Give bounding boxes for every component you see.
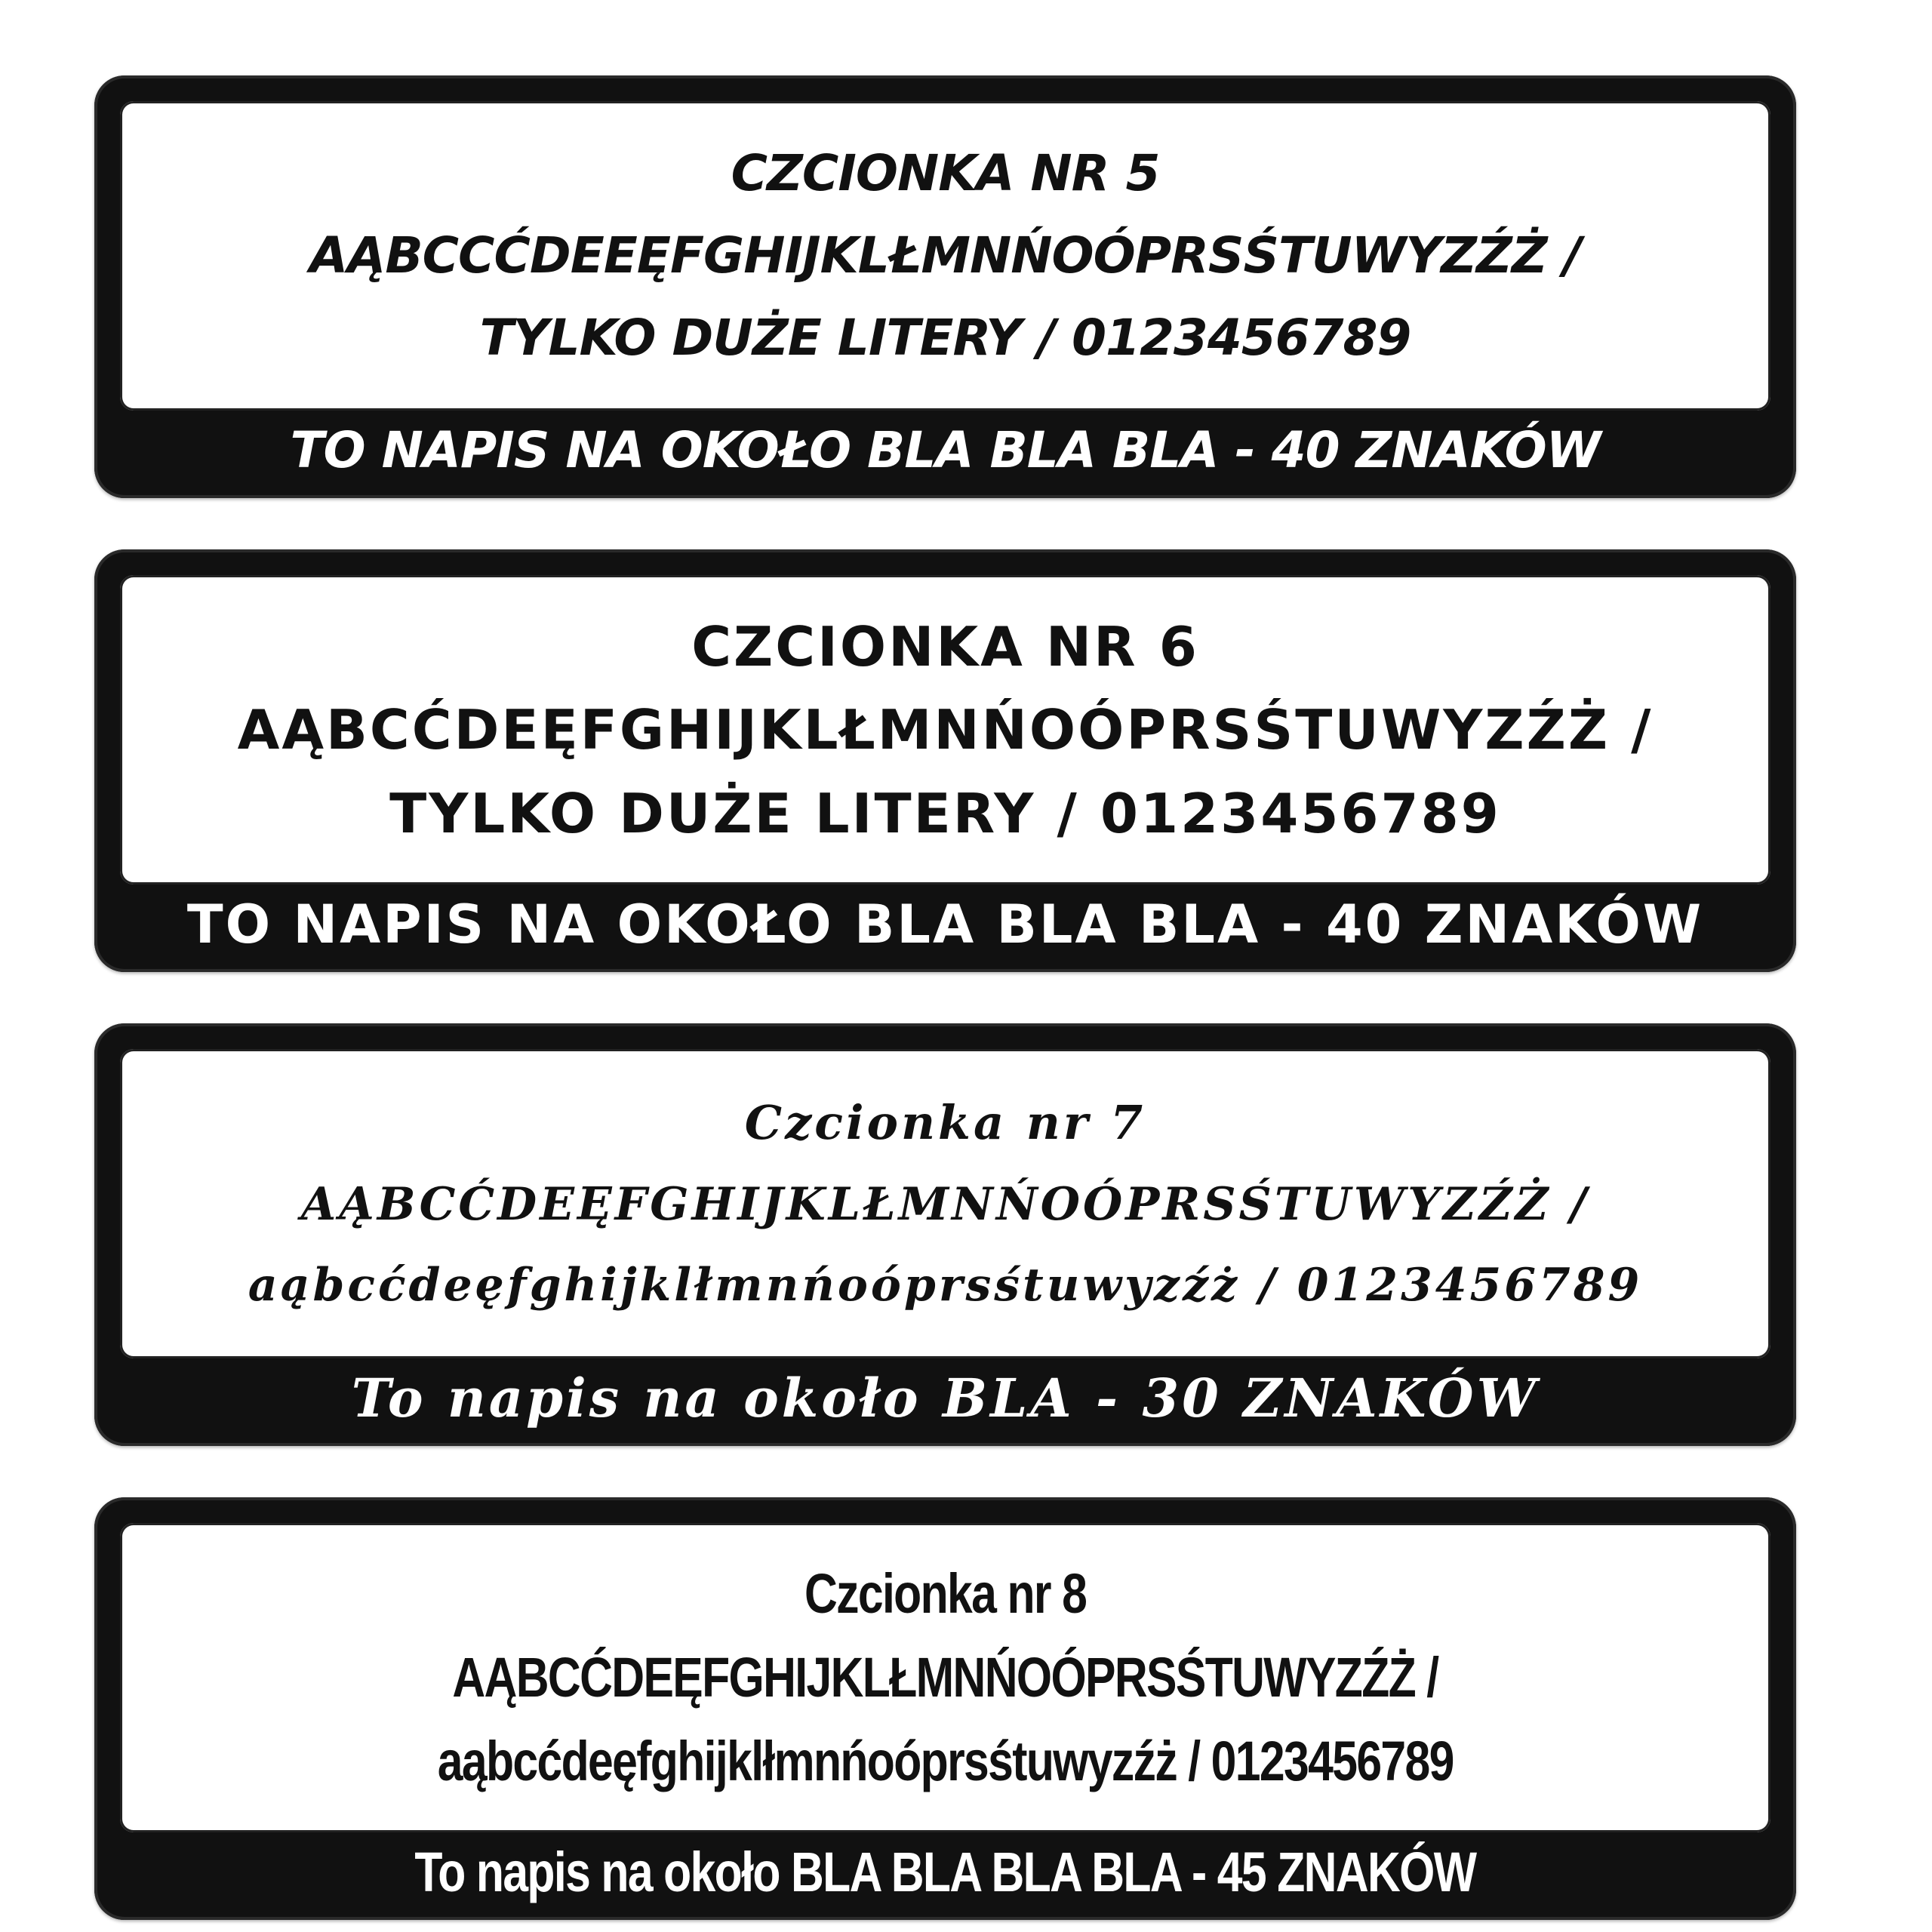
uppercase-alphabet: AĄBCĆDEĘFGHIJKLŁMNŃOÓPRSŚTUWYZŹŻ /: [237, 698, 1654, 761]
license-plate-frame-font-7: [94, 1023, 1796, 1446]
font-title: CZCIONKA NR 6: [691, 614, 1199, 678]
font-title: Czcionka nr 7: [744, 1095, 1146, 1150]
uppercase-alphabet: AĄBCĆDEĘFGHIJKLŁMNŃOÓPRSŚTUWYZŹŻ /: [300, 1178, 1590, 1231]
plate-white-area: [120, 575, 1770, 884]
bottom-caption: To napis na około BLA - 30 ZNAKÓW: [351, 1367, 1540, 1429]
license-plate-frame-font-6: [94, 549, 1796, 972]
bottom-caption: TO NAPIS NA OKOŁO BLA BLA BLA - 40 ZNAKÓW: [186, 894, 1704, 955]
license-plate-frame-font-5: [94, 75, 1796, 498]
bottom-caption: TO NAPIS NA OKOŁO BLA BLA BLA - 40 ZNAKÓW: [290, 421, 1601, 479]
uppercase-alphabet: AĄBCCĆDEEĘFGHIJKLŁMNŃOÓPRSŚTUWYZŹŻ /: [309, 226, 1581, 285]
plate-white-area: [120, 1049, 1770, 1358]
plate-bottom-strip: [120, 1835, 1770, 1909]
sample-line: TYLKO DUŻE LITERY / 0123456789: [389, 781, 1501, 845]
font-title: Czcionka nr 8: [804, 1562, 1087, 1625]
lowercase-alphabet: aąbcćdeęfghijklłmnńoóprsśtuwyzźż / 0123456789: [437, 1730, 1454, 1792]
plate-bottom-strip: [120, 888, 1770, 961]
plate-bottom-strip: [120, 1361, 1770, 1435]
plate-white-area: [120, 1523, 1770, 1832]
font-title: CZCIONKA NR 5: [731, 144, 1160, 202]
uppercase-alphabet: AĄBCĆDEĘFGHIJKLŁMNŃOÓPRSŚTUWYZŹŻ /: [452, 1646, 1438, 1709]
license-plate-frame-font-8: [94, 1497, 1796, 1920]
lowercase-alphabet: aąbcćdeęfghijklłmnńoóprsśtuwyzźż / 0123456789: [248, 1259, 1643, 1312]
sample-line: TYLKO DUŻE LITERY / 0123456789: [479, 309, 1411, 367]
bottom-caption: To napis na około BLA BLA BLA BLA - 45 ZNAKÓW: [414, 1841, 1476, 1903]
plate-white-area: [120, 101, 1770, 411]
plate-bottom-strip: [120, 414, 1770, 488]
